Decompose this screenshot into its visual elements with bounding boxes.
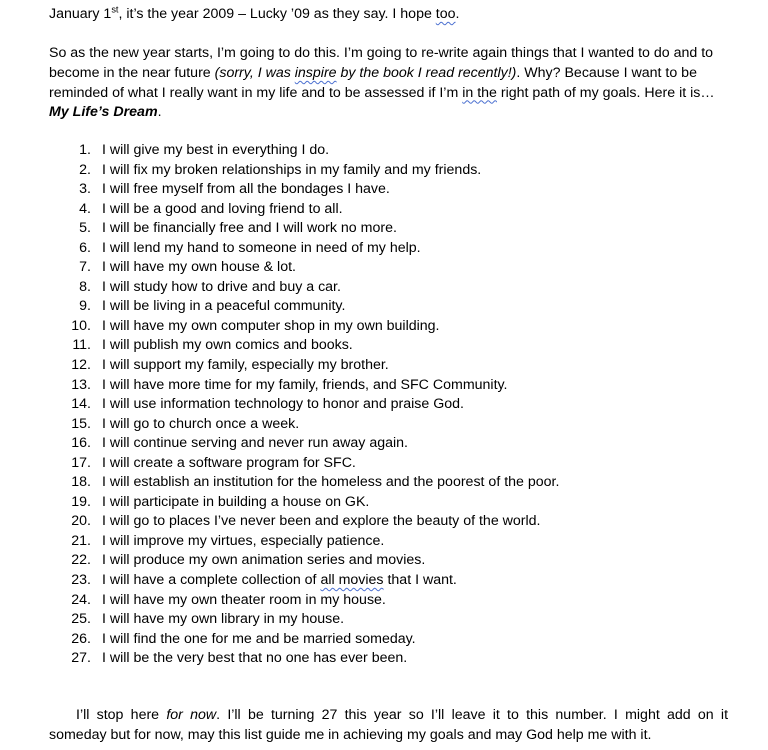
date-rest: , it’s the year 2009 – Lucky ’09 as they say. I hope [118,6,436,22]
list-item-number: 18. [71,474,91,491]
list-item-text: I will have my own library in my house. [102,611,345,628]
list-item [49,454,729,474]
list-item-text: I will give my best in everything I do. [102,142,330,158]
list-item-number: 15. [71,415,91,432]
list-item-text: I will free myself from all the bondages I have. [102,181,390,198]
list-item [49,493,729,513]
list-item [49,395,729,415]
list-item [49,336,729,356]
list-item-text: I will create a software program for SFC. [102,454,356,471]
list-item [49,376,729,396]
list-item-text: I will have more time for my family, friends, and SFC Community. [102,376,508,393]
list-item-number: 13. [71,376,91,393]
closing-line-2: someday but for now, may this list guide me in achieving my goals and may God help me with it. [49,727,652,743]
list-item-text: I will improve my virtues, especially patience. [102,532,385,549]
list-item-number: 25. [71,611,91,628]
date-suffix: st [111,4,119,15]
list-item-text: I will fix my broken relationships in my family and my friends. [102,161,482,178]
list-item-number: 24. [71,591,91,608]
list-item [49,180,729,200]
list-item: 23. I will have a complete collection of all movies that I want. [49,571,729,591]
list-item-text: I will continue serving and never run away again. [102,435,408,452]
list-item [49,356,729,376]
list-item-text: I will be the very best that no one has ever been. [102,650,408,667]
list-item-number: 14. [71,396,91,413]
intro-text-3: right path of my goals. Here it is… [496,84,715,101]
list-item-text: I will participate in building a house on GK. [102,493,370,510]
list-item-number: 19. [71,493,91,510]
list-item [49,200,729,220]
list-item [49,473,729,493]
list-item [49,551,729,571]
list-item [49,219,729,239]
list-item [49,434,729,454]
list-item [49,532,729,552]
list-item-text: I will be financially free and I will work no more. [102,220,397,237]
list-item-number: 16. [71,435,91,452]
list-item-number: 1. [79,142,91,158]
list-item-number: 11. [72,337,91,354]
list-item [49,512,729,532]
grammar-flag-all-movies[interactable]: all movies [320,572,384,589]
list-item-number: 3. [79,181,91,198]
list-item-number: 21. [71,532,91,549]
list-item-number: 10. [71,317,91,334]
list-item-text: I will publish my own comics and books. [102,337,353,354]
closing-line-1: I’ll stop here for now. I’ll be turning 27 this year so I’ll leave it to this number. I might add on it [76,707,729,723]
grammar-flag-in-the[interactable]: in the [462,84,497,101]
list-item-text: I will be a good and loving friend to all. [102,200,343,217]
list-item-text: I will go to church once a week. [102,415,300,432]
list-item-text: I will study how to drive and buy a car. [102,278,341,295]
list-item [49,161,729,181]
list-item-text: I will use information technology to honor and praise God. [102,396,464,413]
list-item-text: I will lend my hand to someone in need of my help. [102,239,421,256]
list-item [49,258,729,278]
list-item-text: I will support my family, especially my brother. [102,357,389,374]
list-item-text: I will have my own computer shop in my own building. [102,317,440,334]
list-item-text: I will have my own house & lot. [102,259,296,276]
list-item-text: I will produce my own animation series and movies. [102,552,426,569]
closing-italic: for now [166,707,217,723]
list-item [49,141,729,161]
grammar-flag-inspire[interactable]: inspire [294,64,337,81]
list-item [49,297,729,317]
list-item [49,415,729,435]
list-title: My Life’s Dream [49,104,158,121]
date-paragraph: January 1st, it’s the year 2009 – Lucky ’09 as they say. I hope too. [49,4,460,22]
list-item-number: 22. [71,552,91,569]
list-item-number: 6. [79,239,91,256]
list-item-text: I will go to places I’ve never been and explore the beauty of the world. [102,513,541,530]
dream-list [49,141,729,669]
closing-paragraph [49,705,728,745]
date-month: January 1 [49,6,112,22]
list-item-number: 7. [79,259,91,276]
list-item-number: 23. [71,572,91,589]
list-item-text: I will be living in a peaceful community. [102,298,346,315]
list-item [49,610,729,630]
list-item-number: 12. [71,357,91,374]
list-item-number: 9. [79,298,91,315]
list-item-number: 2. [79,161,91,178]
intro-text-1: So as the new year starts, I’m going to do this. I’m going to re-write again things that I wanted to do and to become in the near future [49,45,714,81]
list-item-number: 17. [71,454,91,471]
list-item [49,649,729,669]
list-item [49,591,729,611]
list-item [49,317,729,337]
list-item-number: 8. [79,278,91,295]
list-item-number: 26. [71,630,91,647]
intro-aside: (sorry, I was inspire by the book I read recently!) [214,64,517,81]
spelling-flag-too[interactable]: too [435,6,456,22]
list-item-number: 5. [79,220,91,237]
list-item-number: 4. [79,200,91,217]
list-item-text: I will establish an institution for the homeless and the poorest of the poor. [102,474,560,491]
list-item [49,239,729,259]
intro-text-2: . Why? Because I want to be reminded of what I really want in my life and to be assessed if I’m [49,64,697,101]
list-item-number: 20. [71,513,91,530]
list-item-text: I will have my own theater room in my house. [102,591,386,608]
list-item-text: I will find the one for me and be married someday. [102,630,416,647]
list-item [49,630,729,650]
intro-paragraph: So as the new year starts, I’m going to do this. I’m going to re-write again things that I wanted to do and to become in the near future (sorry, I was inspire by the book I read recently!). Why? Because I want to be reminded of what I really want in my life and to be assessed if I’m in the right path of my goals. Here it is…My Life’s Dream. [49,45,715,121]
list-item-number: 27. [71,650,91,667]
list-item [49,278,729,298]
